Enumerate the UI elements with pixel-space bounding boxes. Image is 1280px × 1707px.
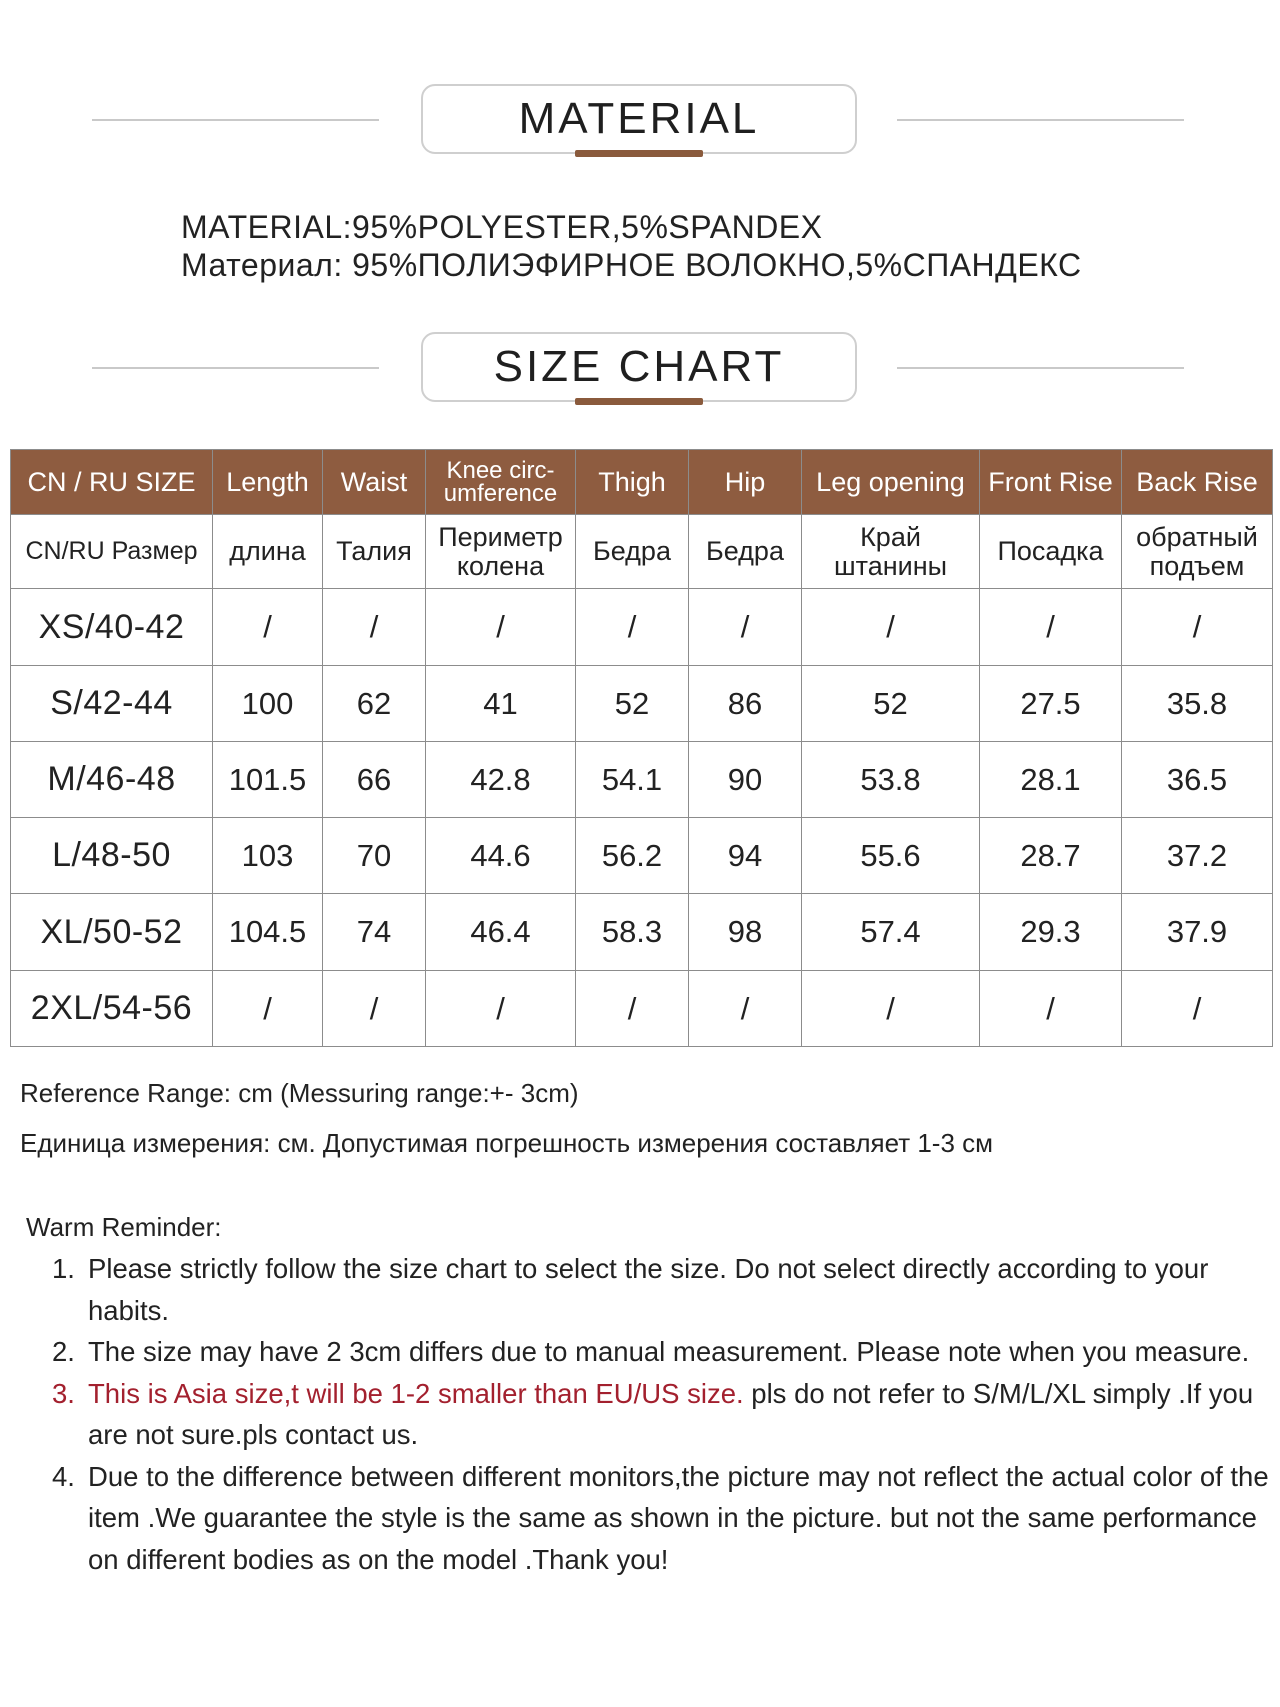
table-header-ru xyxy=(11,515,1273,589)
measurement-cell: 98 xyxy=(689,894,802,971)
size-cell: S/42-44 xyxy=(11,666,213,742)
reminder-text-rest: pls do not refer to S/M/L/XL simply .If you are not sure.pls contact us. xyxy=(88,1377,1254,1450)
title-accent-bar xyxy=(575,398,703,405)
measurement-cell: 35.8 xyxy=(1122,666,1273,742)
reminder-item xyxy=(52,1248,1272,1331)
measurement-cell: 37.2 xyxy=(1122,818,1273,894)
measurement-cell: 46.4 xyxy=(426,894,576,971)
measurement-cell: / xyxy=(323,589,426,666)
divider-left xyxy=(92,119,379,121)
divider-left xyxy=(92,367,379,369)
measurement-cell: 42.8 xyxy=(426,742,576,818)
reference-range-en: Reference Range: cm (Messuring range:+- 3cm) xyxy=(20,1078,579,1108)
reminder-text: Due to the difference between different monitors,the picture may not reflect the actual color of the item .We guarantee the style is the same as shown in the picture. but not the same performance on different bodies as on the model .Thank you! xyxy=(88,1460,1269,1575)
measurement-cell: 52 xyxy=(576,666,689,742)
material-line-ru: Материал: 95%ПОЛИЭФИРНОЕ ВОЛОКНО,5%СПАНДЕКС xyxy=(181,247,1082,283)
col-header-ru-length: длина xyxy=(213,515,323,589)
material-section-header xyxy=(0,84,1280,156)
measurement-cell: 66 xyxy=(323,742,426,818)
measurement-cell: 58.3 xyxy=(576,894,689,971)
size-chart-section-header xyxy=(0,332,1280,404)
measurement-cell: / xyxy=(1122,971,1273,1047)
table-row xyxy=(11,666,1273,742)
reminder-item xyxy=(52,1373,1272,1456)
measurement-cell: 37.9 xyxy=(1122,894,1273,971)
measurement-cell: / xyxy=(213,971,323,1047)
col-header-length: Length xyxy=(213,450,323,515)
measurement-cell: 28.7 xyxy=(980,818,1122,894)
measurement-cell: 94 xyxy=(689,818,802,894)
reminder-number: 1. xyxy=(52,1253,75,1284)
reminder-number: 2. xyxy=(52,1336,75,1367)
title-accent-bar xyxy=(575,150,703,157)
divider-right xyxy=(897,367,1184,369)
size-cell: XS/40-42 xyxy=(11,589,213,666)
measurement-cell: / xyxy=(802,589,980,666)
warm-reminder-title: Warm Reminder: xyxy=(26,1212,222,1242)
measurement-cell: / xyxy=(576,589,689,666)
col-header-hip: Hip xyxy=(689,450,802,515)
measurement-cell: 44.6 xyxy=(426,818,576,894)
measurement-cell: 104.5 xyxy=(213,894,323,971)
measurement-cell: / xyxy=(980,971,1122,1047)
measurement-cell: 28.1 xyxy=(980,742,1122,818)
reference-range-ru: Единица измерения: см. Допустимая погрешность измерения составляет 1-3 см xyxy=(20,1128,994,1158)
reminder-text: Please strictly follow the size chart to select the size. Do not select directly according to your habits. xyxy=(88,1253,1209,1326)
warm-reminder-list xyxy=(52,1248,1272,1580)
col-header-ru-hip: Бедра xyxy=(689,515,802,589)
material-title: MATERIAL xyxy=(421,84,857,154)
measurement-cell: / xyxy=(426,971,576,1047)
divider-right xyxy=(897,119,1184,121)
measurement-cell: 62 xyxy=(323,666,426,742)
reminder-number: 3. xyxy=(52,1377,75,1409)
measurement-cell: 29.3 xyxy=(980,894,1122,971)
measurement-cell: 54.1 xyxy=(576,742,689,818)
size-table-body xyxy=(11,589,1273,1047)
col-header-ru-waist: Талия xyxy=(323,515,426,589)
table-row xyxy=(11,971,1273,1047)
col-header-ru-leg-opening: Край штанины xyxy=(802,515,980,589)
size-cell: M/46-48 xyxy=(11,742,213,818)
reminder-number: 4. xyxy=(52,1460,75,1492)
table-row xyxy=(11,894,1273,971)
reminder-item xyxy=(52,1456,1272,1581)
col-header-ru-back-rise: обратный подъем xyxy=(1122,515,1273,589)
reminder-text: The size may have 2 3cm differs due to manual measurement. Please note when you measure. xyxy=(88,1336,1250,1367)
measurement-cell: 74 xyxy=(323,894,426,971)
col-header-ru-thigh: Бедра xyxy=(576,515,689,589)
measurement-cell: / xyxy=(980,589,1122,666)
measurement-cell: / xyxy=(689,589,802,666)
measurement-cell: / xyxy=(213,589,323,666)
size-cell: 2XL/54-56 xyxy=(11,971,213,1047)
measurement-cell: 101.5 xyxy=(213,742,323,818)
measurement-cell: 103 xyxy=(213,818,323,894)
measurement-cell: 55.6 xyxy=(802,818,980,894)
col-header-size: CN / RU SIZE xyxy=(11,450,213,515)
col-header-leg-opening: Leg opening xyxy=(802,450,980,515)
col-header-front-rise: Front Rise xyxy=(980,450,1122,515)
size-chart-title: SIZE CHART xyxy=(421,332,857,402)
size-cell: L/48-50 xyxy=(11,818,213,894)
measurement-cell: / xyxy=(689,971,802,1047)
measurement-cell: 53.8 xyxy=(802,742,980,818)
col-header-ru-size: CN/RU Размер xyxy=(11,515,213,589)
material-line-en: MATERIAL:95%POLYESTER,5%SPANDEX xyxy=(181,209,823,245)
measurement-cell: 100 xyxy=(213,666,323,742)
measurement-cell: 36.5 xyxy=(1122,742,1273,818)
measurement-cell: 41 xyxy=(426,666,576,742)
measurement-cell: / xyxy=(576,971,689,1047)
reminder-warning-text: This is Asia size,t will be 1-2 smaller than EU/US size. xyxy=(88,1377,744,1409)
reminder-item xyxy=(52,1331,1272,1373)
size-cell: XL/50-52 xyxy=(11,894,213,971)
measurement-cell: / xyxy=(802,971,980,1047)
table-row xyxy=(11,589,1273,666)
measurement-cell: 57.4 xyxy=(802,894,980,971)
measurement-cell: 70 xyxy=(323,818,426,894)
col-header-thigh: Thigh xyxy=(576,450,689,515)
table-row xyxy=(11,742,1273,818)
measurement-cell: / xyxy=(1122,589,1273,666)
reminder-text xyxy=(88,1373,1272,1456)
measurement-cell: 86 xyxy=(689,666,802,742)
col-header-ru-front-rise: Посадка xyxy=(980,515,1122,589)
measurement-cell: / xyxy=(323,971,426,1047)
measurement-cell: 52 xyxy=(802,666,980,742)
table-header-en xyxy=(11,450,1273,515)
measurement-cell: 90 xyxy=(689,742,802,818)
size-chart-table xyxy=(10,449,1273,1047)
measurement-cell: 27.5 xyxy=(980,666,1122,742)
material-description xyxy=(181,208,1082,284)
table-row xyxy=(11,818,1273,894)
col-header-back-rise: Back Rise xyxy=(1122,450,1273,515)
col-header-waist: Waist xyxy=(323,450,426,515)
measurement-cell: 56.2 xyxy=(576,818,689,894)
col-header-knee: Knee circ- umference xyxy=(426,450,576,515)
col-header-ru-knee: Периметр колена xyxy=(426,515,576,589)
measurement-cell: / xyxy=(426,589,576,666)
